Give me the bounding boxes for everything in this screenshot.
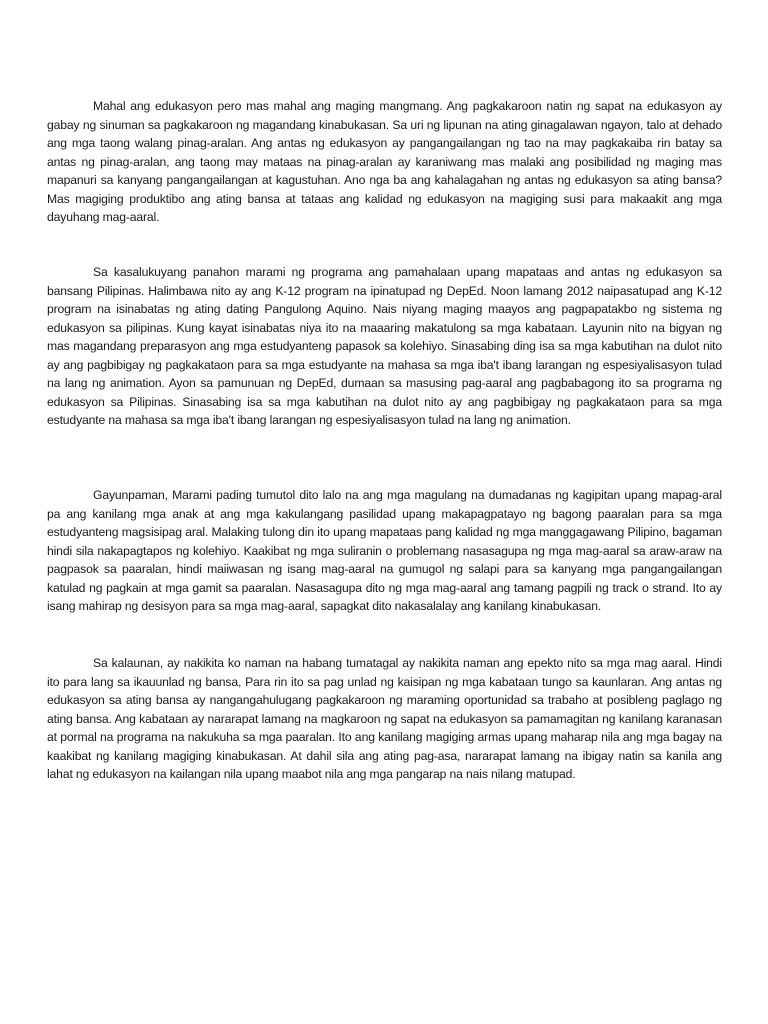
paragraph-4: Sa kalaunan, ay nakikita ko naman na habang tumatagal ay nakikita naman ang epekto nito sa mga mag aaral. Hindi ito para lang sa ikauunlad ng bansa, Para rin ito sa pag unlad ng kaisipan ng mga kabataan tungo sa kaunlaran. Ang antas ng edukasyon sa ating bansa ay nangangahulugang pagkakaroon ng maraming oportunidad sa trabaho at posibleng paglago ng ating bansa. Ang kabataan ay nararapat lamang na magkaroon ng sapat na edukasyon sa pamamagitan ng kanilang karanasan at pormal na programa na nakukuha sa mga paaralan. Ito ang kanilang magiging armas upang maharap nila ang mga bagay na kaakibat ng kanilang magiging kinabukasan. At dahil sila ang ating pag-asa, nararapat lamang na ibigay natin sa kanila ang lahat ng edukasyon na kailangan nila upang maabot nila ang mga pangarap na nais nilang matupad. (47, 656, 722, 781)
paragraph-2: Sa kasalukuyang panahon marami ng programa ang pamahalaan upang mapataas and antas ng edukasyon sa bansang Pilipinas. Halimbawa nito ay ang K-12 program na ipinatupad ng DepEd. Noon lamang 2012 naipasatupad ang K-12 program na isinabatas ng ating dating Pangulong Aquino. Nais niyang maging maayos ang pagpapatakbo ng sistema ng edukasyon sa pilipinas. Kung kayat isinabatas niya ito na maaaring makatulong sa mga kabataan. Layunin nito na bigyan ng mas magandang preparasyon ang mga estudyanteng papasok sa kolehiyo. Sinasabing ding isa sa mga kabutihan na dulot nito ay ang pagbibigay ng pagkakataon para sa mga estudyante na mahasa sa mga iba't ibang larangan ng espesiyalisasyon tulad na lang ng animation. Ayon sa pamunuan ng DepEd, dumaan sa masusing pag-aaral ang pagbabagong ito sa programa ng edukasyon sa Pilipinas. Sinasabing isa sa mga kabutihan na dulot nito ay ang pagbibigay ng pagkakataon para sa mga estudyante na mahasa sa mga iba't ibang larangan ng espesiyalisasyon tulad na lang ng animation. (47, 265, 722, 427)
paragraph-3: Gayunpaman, Marami pading tumutol dito lalo na ang mga magulang na dumadanas ng kagipitan upang mapag-aral pa ang kanilang mga anak at ang mga kakulangang pasilidad upang makapagpatayo ng bagong paaralan para sa mga estudyanteng magsisipag aral. Malaking tulong din ito upang mapataas pang kalidad ng mga manggagawang Pilipino, bagaman hindi sila nakapagtapos ng kolehiyo. Kaakibat ng mga suliranin o problemang nasasagupa ng mga mag-aaral sa araw-araw na pagpasok sa paaralan, hindi maiiwasan ng isang mag-aaral na gumugol ng salapi para sa kanyang mga pangangailangan katulad ng pagkain at mga gamit sa paaralan. Nasasagupa dito ng mga mag-aaral ang tamang pagpili ng track o strand. Ito ay isang mahirap ng desisyon para sa mga mag-aaral, sapagkat dito nakasalalay ang kanilang kinabukasan. (47, 488, 722, 613)
paragraph-1: Mahal ang edukasyon pero mas mahal ang maging mangmang. Ang pagkakaroon natin ng sapat na edukasyon ay gabay ng sinuman sa pagkakaroon ng magandang kinabukasan. Sa uri ng lipunan na ating ginagalawan ngayon, talo at dehado ang mga taong walang pinag-aralan. Ang antas ng edukasyon ay pangangailangan ng tao na may pagkakaiba rin batay sa antas ng pinag-aralan, ang taong may mataas na pinag-aralan ay karaniwang mas malaki ang posibilidad ng maging mas mapanuri sa kanyang pangangailangan at kagustuhan. Ano nga ba ang kahalagahan ng antas ng edukasyon sa ating bansa? Mas magiging produktibo ang ating bansa at tataas ang kalidad ng edukasyon na magiging susi para makaakit ang mga dayuhang mag-aaral. (47, 99, 722, 224)
